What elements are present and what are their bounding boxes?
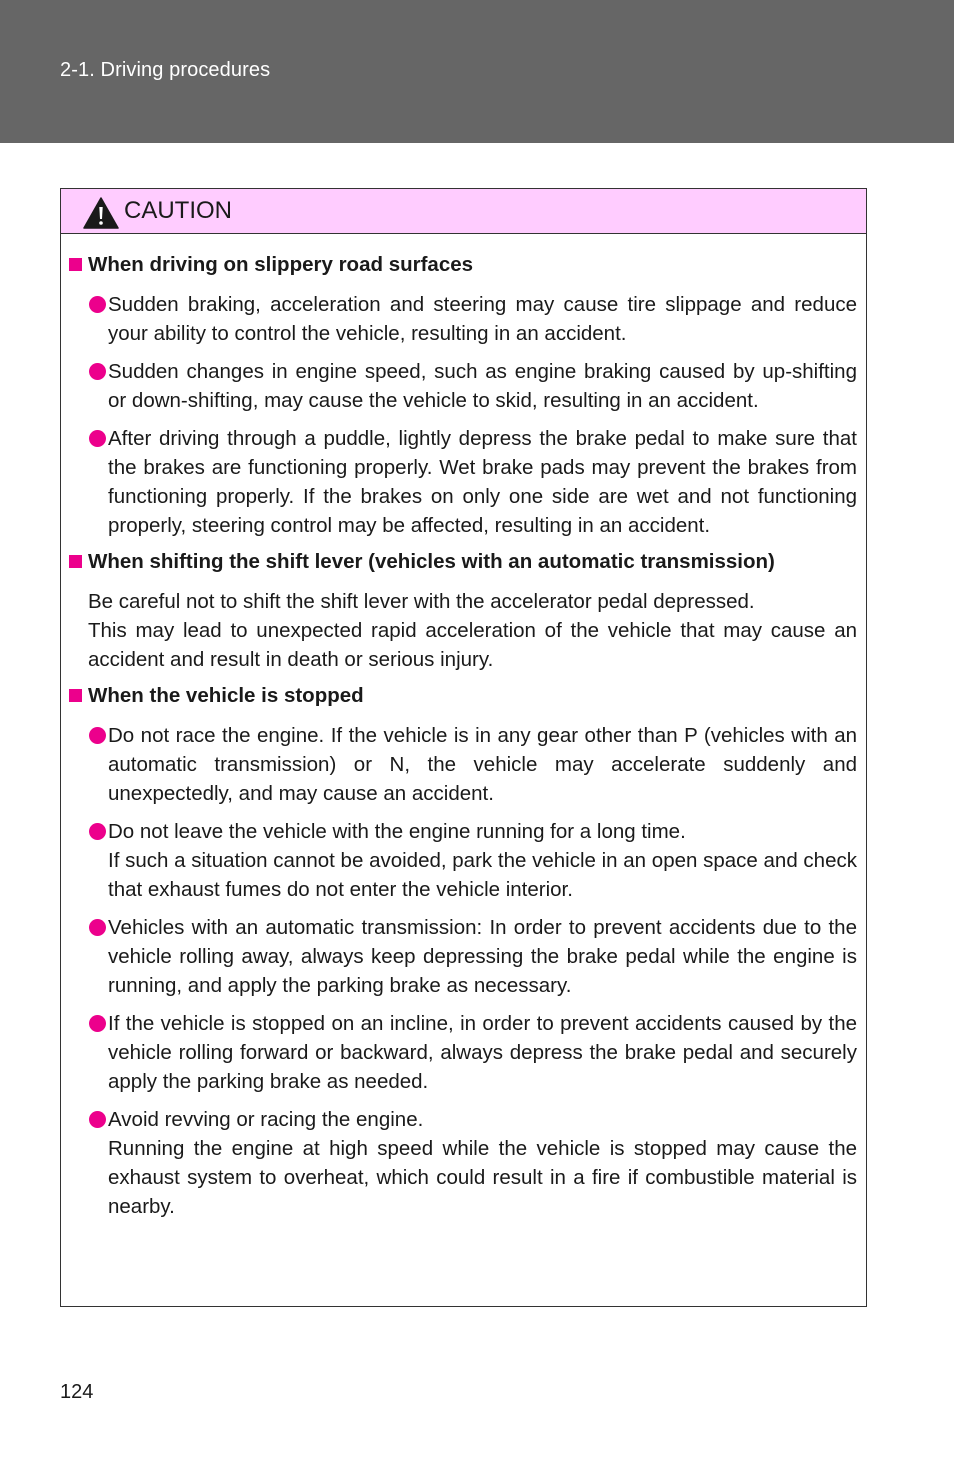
circle-bullet-icon [89,363,106,380]
caution-label: CAUTION [124,197,232,224]
section-heading [61,252,866,278]
section-heading-text: When driving on slippery road surfaces [88,253,474,276]
circle-bullet-icon [89,430,106,447]
bullet-item [61,1009,866,1096]
square-bullet-icon [69,555,82,568]
bullet-text: Sudden changes in engine speed, such as engine braking caused by up-shifting or down-shifting, may cause the vehicle to skid, resulting in an accident. [108,360,857,412]
circle-bullet-icon [89,296,106,313]
bullet-text: After driving through a puddle, lightly depress the brake pedal to make sure that the brakes are functioning properly. Wet brake pads may prevent the brakes from functioning properly. If the brakes on only one side are wet and not functioning properly, steering control may be affected, resulting in an accident. [108,427,857,537]
paragraph: This may lead to unexpected rapid acceleration of the vehicle that may cause an accident and result in death or serious injury. [88,619,857,671]
bullet-item [61,913,866,1000]
bullet-item [61,424,866,540]
caution-header [61,189,866,234]
section-heading [61,683,866,709]
circle-bullet-icon [89,727,106,744]
bullet-item [61,357,866,415]
square-bullet-icon [69,689,82,702]
bullet-text: Do not race the engine. If the vehicle is in any gear other than P (vehicles with an automatic transmission) or N, the vehicle may accelerate suddenly and unexpectedly, and may cause an accident. [108,724,857,805]
bullet-text: Running the engine at high speed while the vehicle is stopped may cause the exhaust system to overheat, which could result in a fire if combustible material is nearby. [108,1137,857,1218]
section-paragraphs [61,587,866,674]
circle-bullet-icon [89,1015,106,1032]
bullet-item [61,721,866,808]
bullet-text: Do not leave the vehicle with the engine running for a long time. [108,820,686,843]
bullet-text: Vehicles with an automatic transmission: In order to prevent accidents due to the vehicle rolling away, always keep depressing the brake pedal while the engine is running, and apply the parking brake as necessary. [108,916,857,997]
bullet-text: If the vehicle is stopped on an incline, in order to prevent accidents caused by the vehicle rolling forward or backward, always depress the brake pedal and securely apply the parking brake as needed. [108,1012,857,1093]
square-bullet-icon [69,258,82,271]
circle-bullet-icon [89,1111,106,1128]
bullet-text: Avoid revving or racing the engine. [108,1108,424,1131]
section-heading-text: When the vehicle is stopped [88,684,364,707]
paragraph: Be careful not to shift the shift lever with the accelerator pedal depressed. [88,590,755,613]
header-band [0,0,954,143]
caution-content [61,252,866,1230]
bullet-text: If such a situation cannot be avoided, park the vehicle in an open space and check that exhaust fumes do not enter the vehicle interior. [108,849,857,901]
warning-triangle-icon [83,197,119,229]
section-heading-text: When shifting the shift lever (vehicles with an automatic transmission) [88,550,775,573]
section-heading [61,549,866,575]
bullet-item [61,1105,866,1221]
circle-bullet-icon [89,919,106,936]
circle-bullet-icon [89,823,106,840]
bullet-item [61,290,866,348]
caution-box [60,188,867,1307]
bullet-text: Sudden braking, acceleration and steering may cause tire slippage and reduce your ability to control the vehicle, resulting in an accident. [108,293,857,345]
section-title: 2-1. Driving procedures [60,59,271,81]
page-number: 124 [60,1381,94,1403]
bullet-item [61,817,866,904]
